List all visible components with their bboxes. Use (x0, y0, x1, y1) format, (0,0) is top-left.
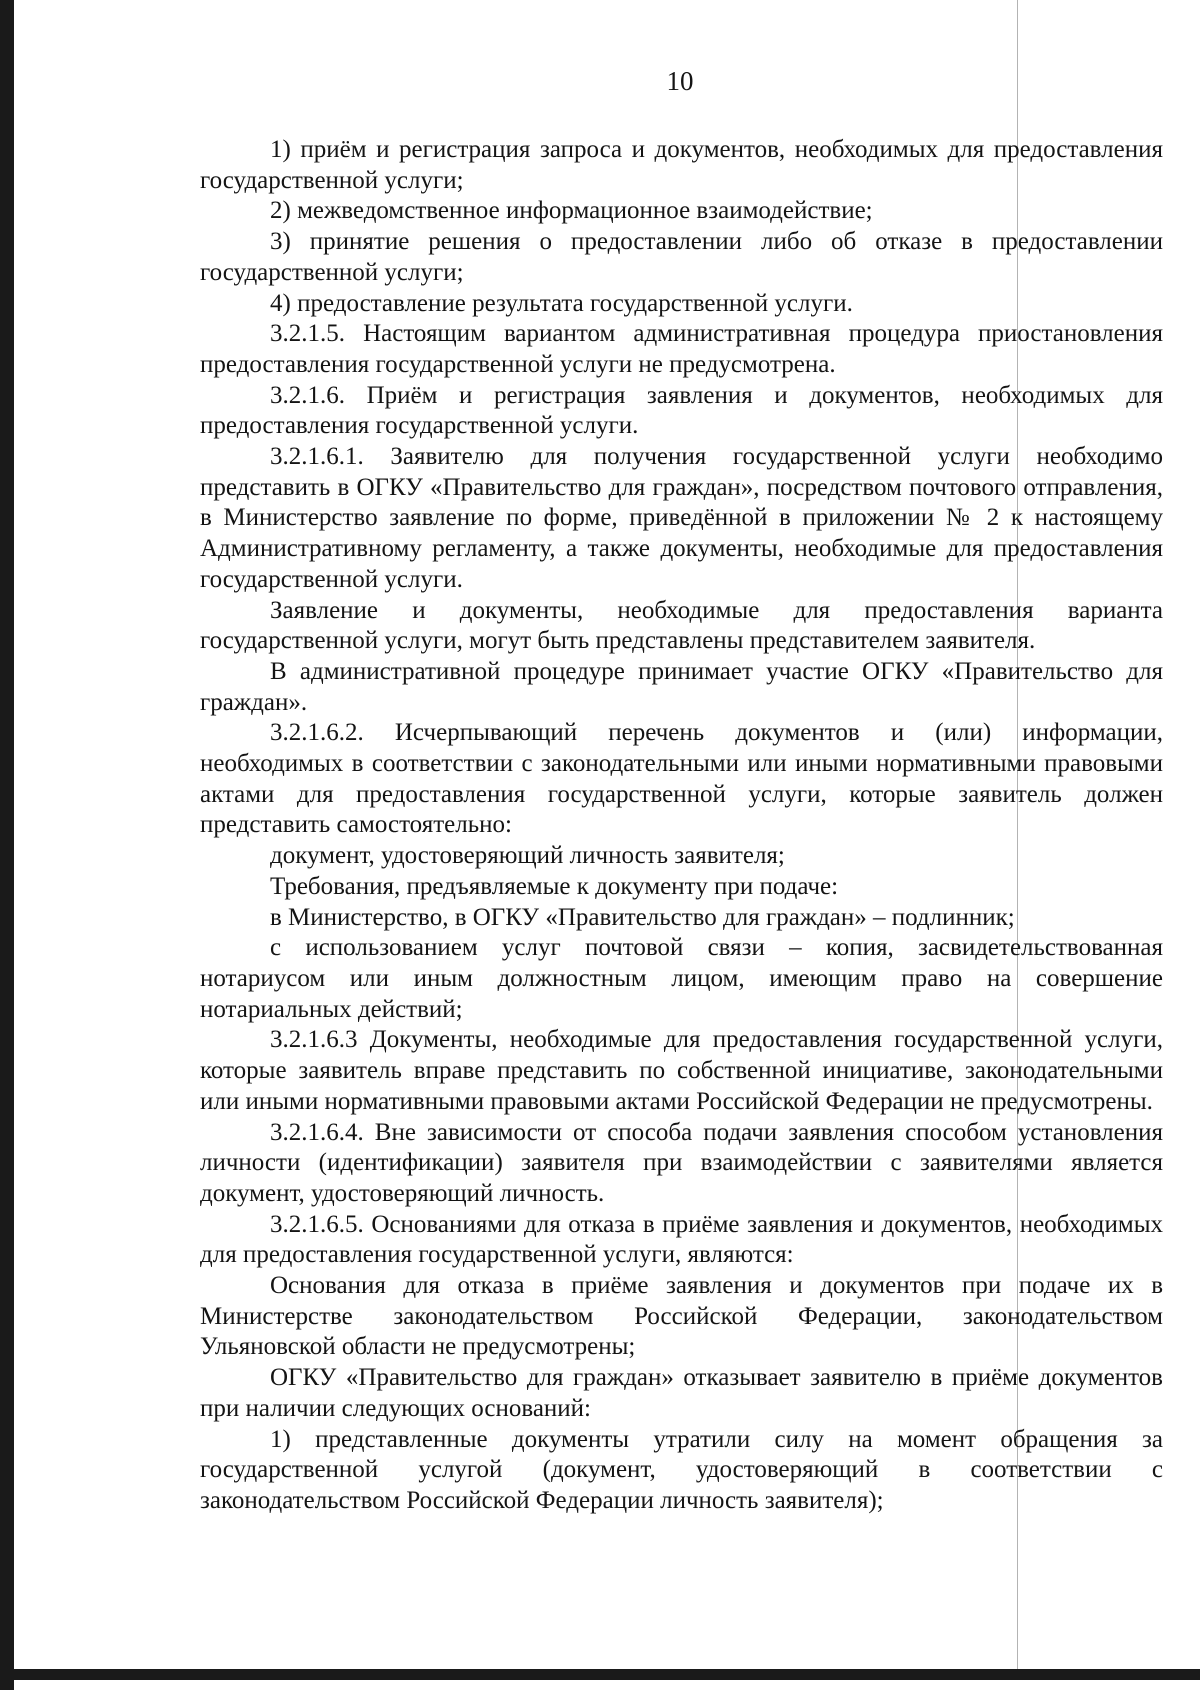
paragraph: с использованием услуг почтовой связи – копия, засвидетельствованная нотариусом или иным должностным лицом, имеющим право на совершение нотариальных действий; (200, 934, 1163, 1023)
scan-bottom-edge (0, 1669, 1200, 1680)
page-number: 10 (666, 66, 694, 96)
paragraph: 3.2.1.6.5. Основаниями для отказа в приёме заявления и документов, необходимых для предоставления государственной услуги, являются: (200, 1210, 1163, 1269)
paragraph: ОГКУ «Правительство для граждан» отказывает заявителю в приёме документов при наличии следующих оснований: (200, 1364, 1163, 1422)
paragraph: 4) предоставление результата государственной услуги. (270, 289, 853, 317)
paragraph: 1) приём и регистрация запроса и документов, необходимых для предоставления государственной услуги; (200, 136, 1163, 194)
paragraph: документ, удостоверяющий личность заявителя; (270, 842, 785, 870)
scan-left-edge (0, 0, 14, 1690)
paragraph: 3.2.1.6.2. Исчерпывающий перечень документов и (или) информации, необходимых в соответствии с законодательными или иными нормативными правовыми актами для предоставления государственной услуги, которые заявитель должен представить самостоятельно: (200, 719, 1163, 839)
paragraph: 3.2.1.6.1. Заявителю для получения государственной услуги необходимо представить в ОГКУ «Правительство для граждан», посредством почтового отправления, в Министерство заявление по форме, приведённой в приложении № 2 к настоящему Административному регламенту, а также документы, необходимые для предоставления государственной услуги. (200, 443, 1163, 593)
paragraph: 3.2.1.6.3 Документы, необходимые для предоставления государственной услуги, которые заявитель вправе представить по собственной инициативе, законодательными или иными нормативными правовыми актами Российской Федерации не предусмотрены. (200, 1026, 1163, 1115)
paragraph: 3.2.1.6.4. Вне зависимости от способа подачи заявления способом установления личности (идентификации) заявителя при взаимодействии с заявителями является документ, удостоверяющий личность. (200, 1118, 1163, 1207)
paragraph: Основания для отказа в приёме заявления и документов при подаче их в Министерстве законодательством Российской Федерации, законодательством Ульяновской области не предусмотрены; (200, 1272, 1163, 1361)
paragraph: 3.2.1.5. Настоящим вариантом административная процедура приостановления предоставления государственной услуги не предусмотрена. (200, 320, 1163, 378)
paragraph: 3.2.1.6. Приём и регистрация заявления и документов, необходимых для предоставления государственной услуги. (200, 381, 1163, 440)
paragraph: в Министерство, в ОГКУ «Правительство для граждан» – подлинник; (270, 903, 1015, 931)
paragraph: Заявление и документы, необходимые для предоставления варианта государственной услуги, могут быть представлены представителем заявителя. (200, 596, 1163, 655)
paragraph: В административной процедуре принимает участие ОГКУ «Правительство для граждан». (200, 657, 1163, 716)
document-body (200, 135, 1163, 1517)
paragraph: 3) принятие решения о предоставлении либо об отказе в предоставлении государственной услуги; (200, 228, 1163, 286)
paragraph: 2) межведомственное информационное взаимодействие; (270, 197, 873, 225)
paragraph: Требования, предъявляемые к документу при подаче: (270, 872, 839, 900)
paragraph: 1) представленные документы утратили силу на момент обращения за государственной услугой (документ, удостоверяющий в соответствии с законодательством Российской Федерации личность заявителя); (200, 1425, 1163, 1514)
